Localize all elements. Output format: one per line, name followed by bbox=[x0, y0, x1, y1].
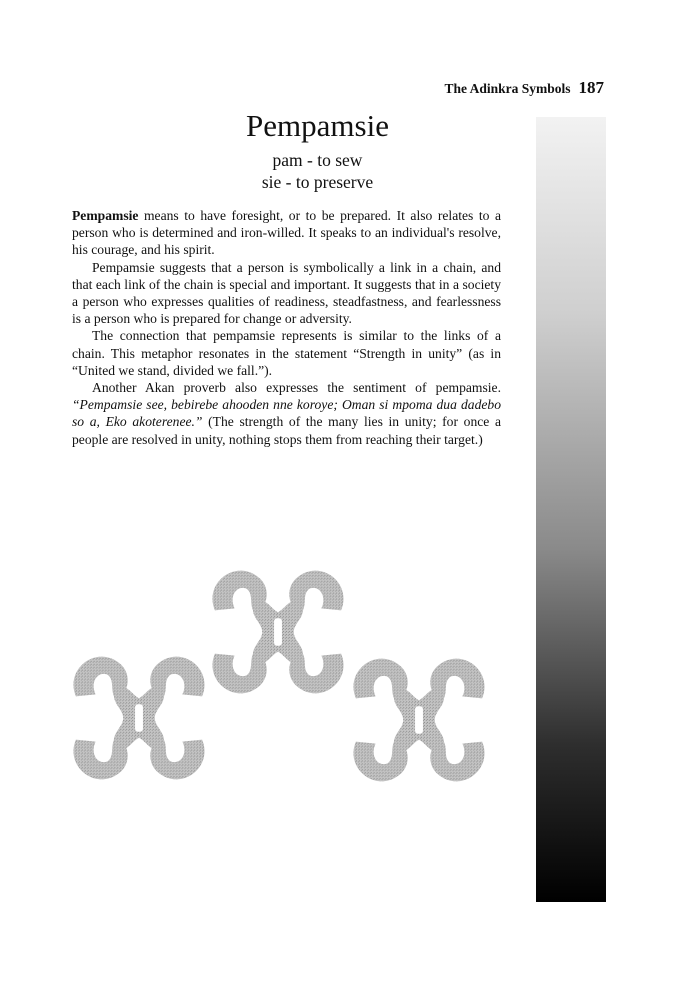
paragraph-1-text: means to have foresight, or to be prepared. It also relates to a person who is determined and iron-willed. It speaks to an individual's resolve, his courage, and his spirit. bbox=[72, 208, 501, 258]
paragraph-1 bbox=[72, 207, 501, 259]
body-text bbox=[72, 207, 501, 448]
paragraph-3: The connection that pempamsie represents is similar to the links of a chain. This metaphor resonates in the statement “Strength in unity” (as in “United we stand, divided we fall.”). bbox=[72, 328, 501, 378]
page-number: 187 bbox=[578, 78, 604, 97]
paragraph-4-translation: (The strength of the many lies in unity; for once a people are resolved in unity, nothing stops them from reaching their target.) bbox=[72, 414, 501, 447]
pempamsie-symbol-left bbox=[70, 648, 208, 788]
paragraph-4 bbox=[72, 379, 501, 448]
akan-proverb: “Pempamsie see, bebirebe ahooden nne koroye; Oman si mpoma dua dadebo so a, Eko akoterenee.” bbox=[72, 397, 501, 430]
pempamsie-symbol-right bbox=[350, 650, 488, 790]
gradient-side-bar bbox=[536, 117, 606, 902]
subtitle-pam: pam - to sew bbox=[272, 150, 363, 170]
running-head bbox=[444, 78, 604, 98]
page-title: Pempamsie bbox=[246, 108, 389, 143]
term-pempamsie: Pempamsie bbox=[72, 208, 139, 223]
pempamsie-symbol-center bbox=[209, 562, 347, 702]
subtitle-sie: sie - to preserve bbox=[261, 172, 374, 192]
paragraph-4-intro: Another Akan proverb also expresses the sentiment of pempamsie. bbox=[92, 380, 501, 396]
paragraph-2: Pempamsie suggests that a person is symbolically a link in a chain, and that each link of the chain is special and important. It suggests that in a society a person who expresses qualities of readiness, steadfastness, and fearlessness is a person who is prepared for change or adversity. bbox=[72, 259, 501, 327]
running-title: The Adinkra Symbols bbox=[444, 81, 571, 96]
